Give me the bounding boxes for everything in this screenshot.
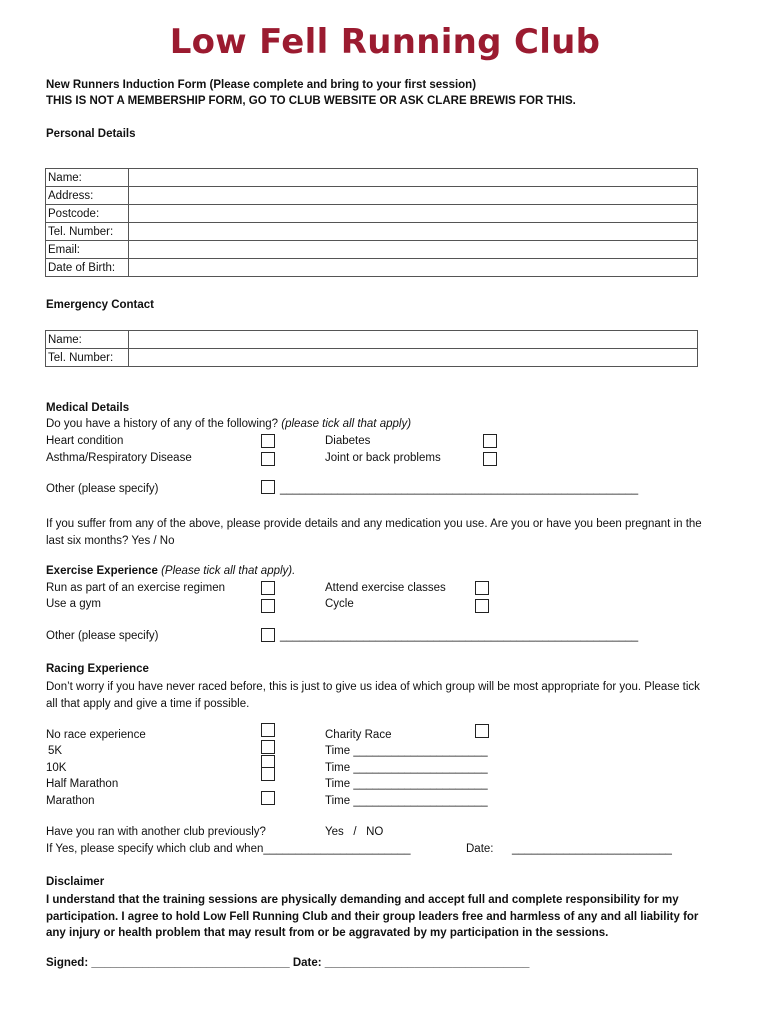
no-race-label: No race experience — [46, 729, 146, 741]
personal-details-table — [45, 168, 698, 277]
emergency-contact-table — [45, 330, 698, 367]
intro-line-2: THIS IS NOT A MEMBERSHIP FORM, GO TO CLUB WEBSITE OR ASK CLARE BREWIS FOR THIS. — [46, 95, 576, 107]
time-label: Time — [325, 795, 351, 807]
half-marathon-checkbox[interactable] — [261, 767, 275, 781]
racing-text: Don’t worry if you have never raced before, this is just to give us idea of which group will be most appropriate for you. Please tick all that apply and give a time if possible. — [46, 681, 700, 710]
table-row — [46, 223, 698, 241]
5k-label: 5K — [48, 745, 63, 757]
exercise-regimen-label: Run as part of an exercise regimen — [46, 582, 225, 594]
medical-question-note: (please tick all that apply) — [281, 418, 412, 430]
time-row-5k — [325, 745, 488, 757]
exercise-note: (Please tick all that apply). — [161, 565, 296, 577]
emergency-contact-heading: Emergency Contact — [46, 299, 155, 311]
address-field[interactable] — [129, 187, 698, 205]
previous-club-question: Have you ran with another club previously? — [46, 826, 266, 838]
racing-heading: Racing Experience — [46, 663, 149, 675]
email-field[interactable] — [129, 241, 698, 259]
address-label: Address: — [46, 187, 129, 205]
charity-race-label: Charity Race — [325, 729, 392, 741]
disclaimer-heading: Disclaimer — [46, 876, 105, 888]
emergency-tel-label: Tel. Number: — [46, 349, 129, 367]
tel-field[interactable] — [129, 223, 698, 241]
table-row — [46, 241, 698, 259]
table-row — [46, 169, 698, 187]
dob-field[interactable] — [129, 259, 698, 277]
name-label: Name: — [46, 169, 129, 187]
time-label: Time — [325, 745, 351, 757]
joint-back-checkbox[interactable] — [483, 452, 497, 466]
asthma-checkbox[interactable] — [261, 452, 275, 466]
exercise-other-label: Other (please specify) — [46, 630, 159, 642]
heart-condition-label: Heart condition — [46, 435, 124, 447]
no-race-checkbox[interactable] — [261, 723, 275, 737]
name-field[interactable] — [129, 169, 698, 187]
signature-line[interactable]: Signed: _______________________________ Date: ________________________________ — [46, 957, 530, 969]
table-row — [46, 349, 698, 367]
email-label: Email: — [46, 241, 129, 259]
personal-details-heading: Personal Details — [46, 128, 136, 140]
charity-race-checkbox[interactable] — [475, 724, 489, 738]
diabetes-checkbox[interactable] — [483, 434, 497, 448]
time-line[interactable]: _____________________ — [353, 795, 488, 807]
tel-label: Tel. Number: — [46, 223, 129, 241]
postcode-field[interactable] — [129, 205, 698, 223]
medical-heading: Medical Details — [46, 402, 130, 414]
exercise-other-checkbox[interactable] — [261, 628, 275, 642]
emergency-tel-field[interactable] — [129, 349, 698, 367]
disclaimer-text: I understand that the training sessions are physically demanding and accept full and complete responsibility for my participation. I agree to hold Low Fell Running Club and their group leaders free and harmless of any and all liability for any injury or health problem that may result from or be aggravated by my participation in the sessions. — [46, 894, 699, 939]
emergency-name-field[interactable] — [129, 331, 698, 349]
time-row-half — [325, 778, 488, 790]
emergency-name-label: Name: — [46, 331, 129, 349]
exercise-regimen-checkbox[interactable] — [261, 581, 275, 595]
time-line[interactable]: _____________________ — [353, 762, 488, 774]
medical-other-checkbox[interactable] — [261, 480, 275, 494]
medical-details-text: If you suffer from any of the above, please provide details and any medication you use. Are you or have you been pregnant in the last six months? Yes / No — [46, 518, 702, 547]
exercise-heading-row — [46, 565, 295, 577]
joint-back-label: Joint or back problems — [325, 452, 441, 464]
medical-other-label: Other (please specify) — [46, 483, 159, 495]
time-label: Time — [325, 778, 351, 790]
exercise-classes-checkbox[interactable] — [475, 581, 489, 595]
dob-label: Date of Birth: — [46, 259, 129, 277]
club-date-label: Date: — [466, 843, 494, 855]
medical-question — [46, 418, 411, 430]
page-title: Low Fell Running Club — [169, 22, 601, 62]
time-label: Time — [325, 762, 351, 774]
exercise-heading: Exercise Experience — [46, 565, 158, 577]
diabetes-label: Diabetes — [325, 435, 371, 447]
intro-line-1: New Runners Induction Form (Please complete and bring to your first session) — [46, 79, 477, 91]
club-date-line[interactable]: _________________________ — [512, 843, 672, 855]
cycle-checkbox[interactable] — [475, 599, 489, 613]
table-row — [46, 187, 698, 205]
cycle-label: Cycle — [325, 598, 354, 610]
medical-other-line[interactable]: ________________________________________________________ — [280, 483, 639, 495]
marathon-label: Marathon — [46, 795, 95, 807]
postcode-label: Postcode: — [46, 205, 129, 223]
half-marathon-label: Half Marathon — [46, 778, 119, 790]
exercise-classes-label: Attend exercise classes — [325, 582, 446, 594]
time-line[interactable]: _____________________ — [353, 778, 488, 790]
5k-checkbox[interactable] — [261, 740, 275, 754]
gym-label: Use a gym — [46, 598, 101, 610]
heart-condition-checkbox[interactable] — [261, 434, 275, 448]
time-line[interactable]: _____________________ — [353, 745, 488, 757]
time-row-10k — [325, 762, 488, 774]
exercise-other-line[interactable]: ________________________________________________________ — [280, 630, 639, 642]
table-row — [46, 205, 698, 223]
table-row — [46, 259, 698, 277]
which-club-line[interactable]: If Yes, please specify which club and when_______________________ — [46, 843, 411, 855]
asthma-label: Asthma/Respiratory Disease — [46, 452, 192, 464]
time-row-marathon — [325, 795, 488, 807]
previous-club-answer[interactable]: Yes / NO — [325, 826, 384, 838]
marathon-checkbox[interactable] — [261, 791, 275, 805]
10k-label: 10K — [46, 762, 67, 774]
medical-question-text: Do you have a history of any of the following? — [46, 418, 279, 430]
gym-checkbox[interactable] — [261, 599, 275, 613]
table-row — [46, 331, 698, 349]
